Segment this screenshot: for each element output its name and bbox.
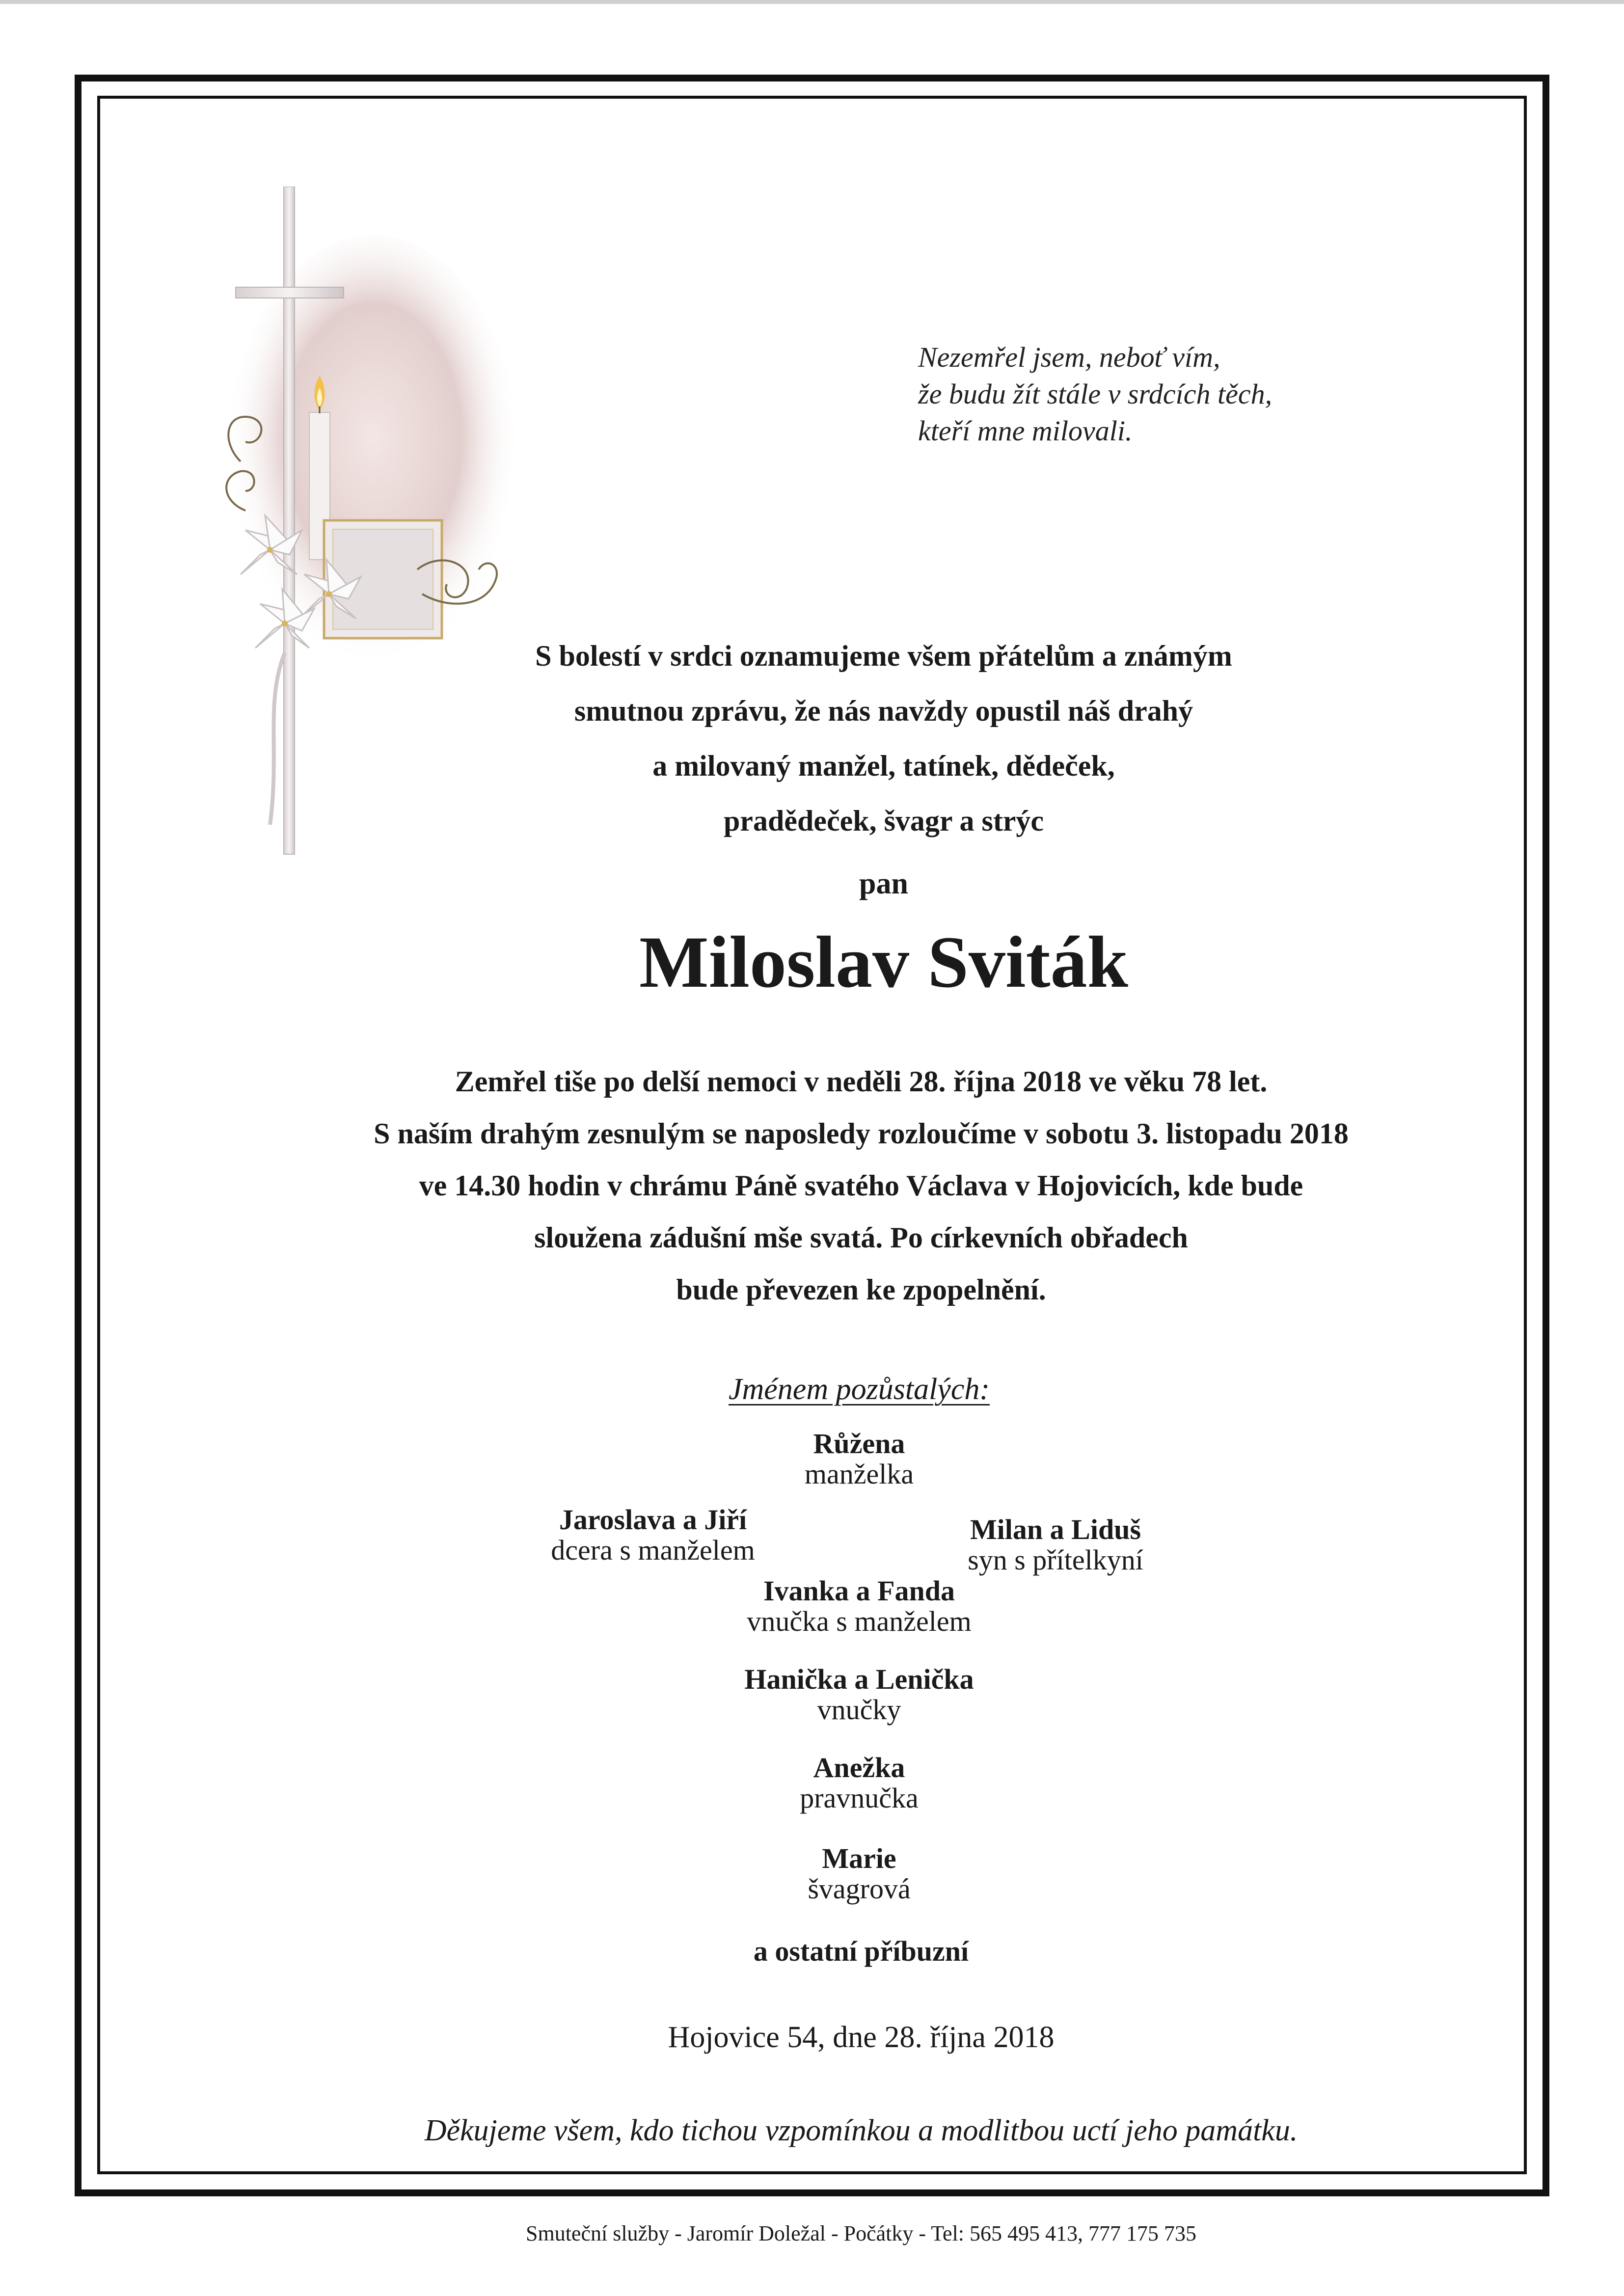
details-line: Zemřel tiše po delší nemoci v neděli 28. října 2018 ve věku 78 let. <box>455 1065 1268 1098</box>
scan-top-edge <box>0 0 1624 4</box>
motto-line: kteří mne milovali. <box>918 415 1133 447</box>
details-line: S naším drahým zesnulým se naposledy rozloučíme v sobotu 3. listopadu 2018 <box>374 1117 1349 1150</box>
details-line: bude převezen ke zpopelnění. <box>676 1273 1046 1306</box>
announcement-line: pradědeček, švagr a strýc <box>723 805 1044 837</box>
details-line: ve 14.30 hodin v chrámu Páně svatého Václava v Hojovicích, kde bude <box>419 1169 1303 1202</box>
survivor-name: Hanička a Lenička <box>744 1663 974 1695</box>
other-relatives: a ostatní příbuzní <box>753 1935 969 1967</box>
survivor-relation: vnučka s manželem <box>747 1605 972 1637</box>
details-line: sloužena zádušní mše svatá. Po církevních obřadech <box>534 1221 1188 1254</box>
survivors-heading: Jménem pozůstalých: <box>729 1373 990 1406</box>
announcement-line: smutnou zprávu, že nás navždy opustil náš drahý <box>574 695 1193 727</box>
survivor-relation: dcera s manželem <box>551 1534 755 1566</box>
survivor-name: Milan a Liduš <box>970 1513 1141 1545</box>
survivor-relation: syn s přítelkyní <box>968 1544 1143 1576</box>
survivor-entry <box>663 1753 1056 1813</box>
survivor-entry <box>663 1429 1056 1489</box>
survivor-name: Marie <box>822 1842 896 1874</box>
motto-line: že budu žít stále v srdcích těch, <box>918 378 1272 410</box>
survivor-entry <box>884 1514 1227 1575</box>
survivor-entry <box>663 1664 1056 1725</box>
survivor-name: Ivanka a Fanda <box>763 1575 955 1607</box>
survivor-name: Anežka <box>813 1752 905 1783</box>
funeral-service-footer: Smuteční služby - Jaromír Doležal - Počátky - Tel: 565 495 413, 777 175 735 <box>526 2221 1196 2245</box>
thanks-line: Děkujeme všem, kdo tichou vzpomínkou a modlitbou uctí jeho památku. <box>424 2114 1298 2147</box>
survivor-entry <box>481 1505 825 1566</box>
survivor-relation: pravnučka <box>800 1782 919 1814</box>
survivor-name: Jaroslava a Jiří <box>559 1504 747 1536</box>
survivor-relation: vnučky <box>817 1694 901 1726</box>
motto-verse <box>918 339 1409 449</box>
announcement-line: S bolestí v srdci oznamujeme všem přátelům a známým <box>535 640 1232 672</box>
survivor-name: Růžena <box>813 1428 905 1459</box>
survivor-entry <box>663 1843 1056 1904</box>
funeral-details <box>147 1055 1575 1316</box>
announcement-text <box>344 628 1424 848</box>
survivor-relation: manželka <box>804 1458 914 1490</box>
place-and-date: Hojovice 54, dne 28. října 2018 <box>668 2021 1055 2054</box>
survivor-relation: švagrová <box>808 1873 911 1905</box>
salutation: pan <box>859 867 908 900</box>
motto-line: Nezemřel jsem, neboť vím, <box>918 341 1220 373</box>
survivor-entry <box>663 1576 1056 1637</box>
deceased-name: Miloslav Sviták <box>639 921 1128 1003</box>
announcement-line: a milovaný manžel, tatínek, dědeček, <box>652 750 1115 782</box>
